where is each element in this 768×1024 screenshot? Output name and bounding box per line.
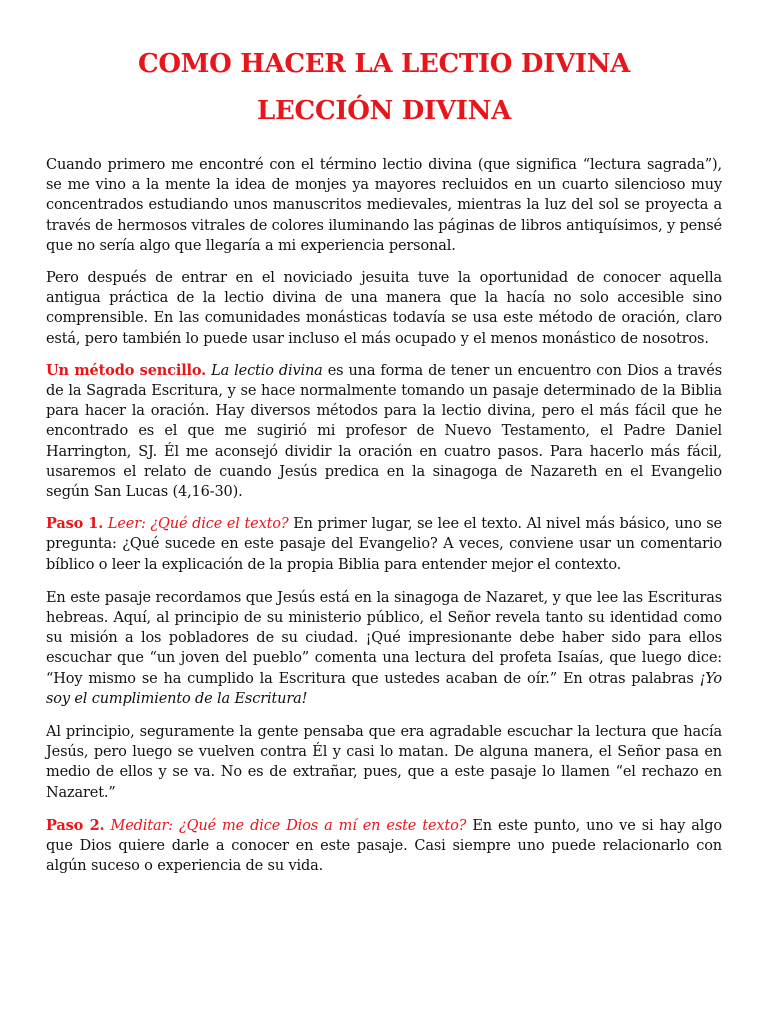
document-subtitle: LECCIÓN DIVINA (257, 96, 511, 126)
paragraph-rechazo (46, 722, 722, 803)
paragraph-text: En este punto, uno ve si hay algo que Dios quiere darle a conocer en este pasaje. Casi siempre uno puede relacionarlo con algún suceso o experiencia de su vida. (46, 817, 722, 875)
step-subheading: Leer: ¿Qué dice el texto? (107, 516, 289, 533)
step-heading: Paso 2. (46, 816, 105, 834)
paragraph-metodo-sencillo (46, 361, 722, 502)
paragraph-text: Al principio, seguramente la gente pensaba que era agradable escuchar la lectura que hacía Jesús, pero luego se vuelven contra Él y casi lo matan. De alguna manera, el Señor pasa en medio de ellos y se va. No es de extrañar, pues, que a este pasaje lo llamen “el rechazo en Nazaret.” (46, 724, 722, 801)
paragraph-noviciado (46, 268, 722, 349)
paragraph-text: Cuando primero me encontré con el término lectio divina (que significa “lectura sagrada”), se me vino a la mente la idea de monjes ya mayores recluidos en un cuarto silencioso muy concentrados estudiando unos manuscritos medievales, mientras la luz del sol se proyecta a través de hermosos vitrales de colores iluminando las páginas de libros antiquísimos, y pensé que no sería algo que llegaría a mi experiencia personal. (46, 157, 722, 254)
italic-quote: ¡Yo soy el cumplimiento de la Escritura! (46, 670, 722, 707)
paragraph-text: En este pasaje recordamos que Jesús está en la sinagoga de Nazaret, y que lee las Escrituras hebreas. Aquí, al principio de su ministerio público, el Señor revela tanto su identidad como su misión a los pobladores de su ciudad. ¡Qué impresionante debe haber sido para ellos escuchar que “un joven del pueblo” comenta una lectura del profeta Isaías, que luego dice: “Hoy mismo se ha cumplido la Escritura que ustedes acaban de oír.” En otras palabras (46, 589, 722, 687)
paragraph-paso-1 (46, 514, 722, 575)
paragraph-paso-2 (46, 816, 722, 877)
paragraph-intro (46, 155, 722, 256)
step-heading: Paso 1. (46, 515, 104, 533)
italic-lead: La lectio divina (211, 362, 323, 379)
paragraph-text: es una forma de tener un encuentro con Dios a través de la Sagrada Escritura, y se hace normalmente tomando un pasaje determinado de la Biblia para hacer la oración. Hay diversos métodos para la lectio divina, pero el más fácil que he encontrado es el que me sugirió mi profesor de Nuevo Testamento, el Padre Daniel Harrington, SJ. Él me aconsejó dividir la oración en cuatro pasos. Para hacerlo más fácil, usaremos el relato de cuando Jesús predica en la sinagoga de Nazareth en el Evangelio según San Lucas (4,16-30). (46, 362, 722, 501)
paragraph-nazaret (46, 588, 722, 709)
section-heading: Un método sencillo. (46, 361, 207, 379)
paragraph-text: Pero después de entrar en el noviciado jesuita tuve la oportunidad de conocer aquella antigua práctica de la lectio divina de una manera que la hacía no solo accesible sino comprensible. En las comunidades monásticas todavía se usa este método de oración, claro está, pero también lo puede usar incluso el más ocupado y el menos monástico de nosotros. (46, 270, 722, 347)
document-title: COMO HACER LA LECTIO DIVINA (137, 49, 631, 79)
step-subheading: Meditar: ¿Qué me dice Dios a mí en este texto? (110, 817, 467, 834)
paragraph-text: En primer lugar, se lee el texto. Al nivel más básico, uno se pregunta: ¿Qué sucede en este pasaje del Evangelio? A veces, conviene usar un comentario bíblico o leer la explicación de la propia Biblia para entender mejor el contexto. (46, 516, 722, 573)
document-page (46, 0, 722, 877)
